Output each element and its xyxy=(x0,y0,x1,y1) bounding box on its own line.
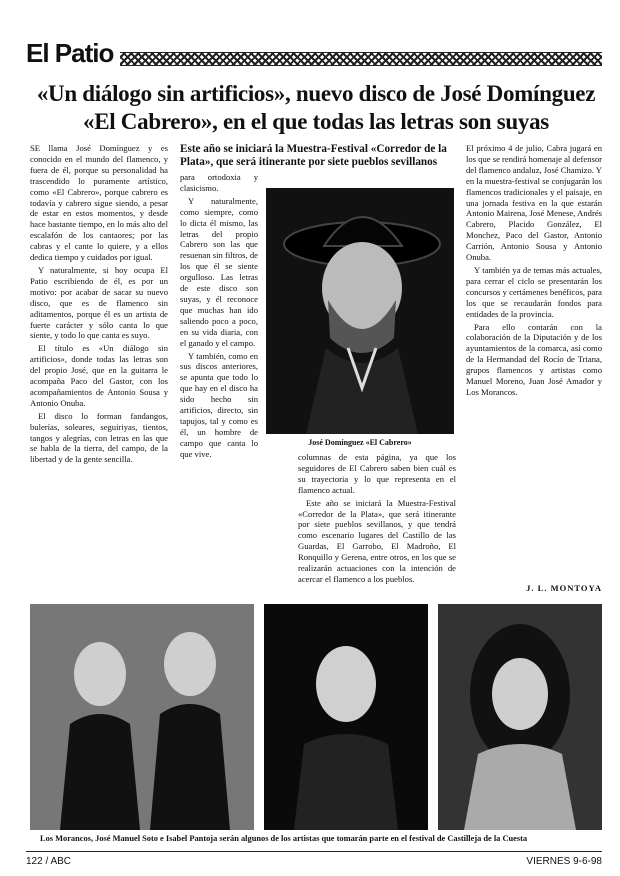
portrait-illustration xyxy=(266,188,454,434)
section-pattern xyxy=(120,52,602,66)
column-2 xyxy=(180,172,258,598)
column-paragraph: Y también ya de temas más actuales, para cerrar el ciclo se presentarán los concursos y certámenes benéficos, para los que se recaudarán fondos para entidades de la provincia. xyxy=(466,264,602,319)
main-photo-caption: José Domínguez «El Cabrero» xyxy=(308,438,412,447)
headline xyxy=(30,80,602,136)
page-footer xyxy=(26,856,602,870)
subheadline: Este año se iniciará la Muestra-Festival «Corredor de la Plata», que será itinerante por siete pueblos sevillanos xyxy=(180,143,447,168)
column-paragraph: Y naturalmente, como siempre, como lo dicta él mismo, las letras del propio Cabrero son las que resuenan sin filtros, de los que él se siente orgulloso. Las letras de este disco son suyas, y él reconoce que muchas han ido saliendo poco a poco, en su vida diaria, con el ganado y el campo. xyxy=(180,195,258,348)
column-paragraph: Este año se iniciará la Muestra-Festival «Corredor de la Plata», que será itinerante por siete pueblos sevillanos, y que tendrá como escenario lugares del Castillo de las Guardas, El Garrobo, El Madroño, El Ronquillo y Gerena, entre otros, en los que se realizarán actuaciones con la intención de acercar el flamenco a los pueblos. xyxy=(298,497,456,584)
section-title: El Patio xyxy=(26,38,114,68)
column-paragraph: Para ello contarán con la colaboración de la Diputación y de los ayuntamientos de la comarca, así como de la Hermandad del Rocío de Triana, grupos flamencos y artistas como Manuel Moreno, Juan José Amador y Los Morancos. xyxy=(466,321,602,397)
headline-line-2: «El Cabrero», en el que todas las letras son suyas xyxy=(83,109,549,134)
column-paragraph-text: SE llama José Domínguez y es conocido en el mundo del flamenco, y fuera de él, porque su personalidad ha trascendido lo puramente artístico, como «El Cabrero», porque cabrero es todavía y cabrero sigue siendo, a pesar de estar en estos momentos, y desde hace bastante tiempo, en lo más alto del escalafón de los cantaores; por las cabras y el cante lo quiere, y a ellos dedica tiempo y cuidados por igual. xyxy=(30,143,168,263)
column-paragraph: El disco lo forman fandangos, bulerías, soleares, seguiriyas, tientos, tangos y alegrías, con letras en las que se habla de la tierra, del campo, de la libertad y de la gente sencilla. xyxy=(30,410,168,465)
page-number: 122 / ABC xyxy=(26,856,72,867)
bottom-photos-caption: Los Morancos, José Manuel Soto e Isabel Pantoja serán algunos de los artistas que tomarán parte en el festival de Castilleja de la Cuesta xyxy=(40,834,528,843)
byline: J. L. MONTOYA xyxy=(526,583,602,593)
column-paragraph: para ortodoxia y clasicismo. xyxy=(180,172,258,193)
column-paragraph: Y naturalmente, si hoy ocupa El Patio escribiendo de él, es por un motivo: por acabar de sacar su nuevo disco, que es de flamenco sin aditamentos, porque él es un artista de fuerte carácter y sólo canta lo que siente, y todo lo que canta es suyo. xyxy=(30,264,168,341)
duo-illustration xyxy=(30,604,254,830)
column-paragraph xyxy=(30,143,168,263)
section-header xyxy=(26,38,602,68)
column-paragraph: Y también, como en sus discos anteriores, se apunta que todo lo que hay en el disco ha sido hecho sin artificios, directo, sin tapujos, tal y como es él, un hombre de campo que canta lo que vive. xyxy=(180,350,258,459)
main-photo xyxy=(266,188,454,434)
column-paragraph: El título es «Un diálogo sin artificios», donde todas las letras son del propio José, que en la guitarra le acompaña Paco del Gastor, con los acompañamientos de Antonio Sousa y Antonio Onuba. xyxy=(30,343,168,408)
footer-rule xyxy=(26,851,602,852)
bottom-photo-3 xyxy=(438,604,602,830)
column-paragraph: columnas de esta página, ya que los seguidores de El Cabrero saben bien cuál es su trayectoria y lo que representa en el flamenco actual. xyxy=(298,452,456,495)
column-1 xyxy=(30,143,168,598)
man-portrait-illustration xyxy=(264,604,428,830)
bottom-photo-1 xyxy=(30,604,254,830)
column-4 xyxy=(466,143,602,579)
column-paragraph: El próximo 4 de julio, Cabra jugará en los que se rendirá homenaje al defensor del flamenco andaluz, José Chamizo. Y en la muestra-festival se conjugarán los flamencos tradicionales y el paisaje, en una jornada festiva en la que estarán Antonio Mairena, José Menese, Andrés Cabrero, Placido González, El Monchez, Paco del Gastor, Antonio Carrión, Antonio Sousa y Antonio Onuba. xyxy=(466,143,602,263)
issue-date: VIERNES 9-6-98 xyxy=(526,856,602,867)
woman-portrait-illustration xyxy=(438,604,602,830)
bottom-photo-2 xyxy=(264,604,428,830)
column-3 xyxy=(298,452,456,598)
headline-line-1: «Un diálogo sin artificios», nuevo disco de José Domínguez xyxy=(36,81,596,106)
